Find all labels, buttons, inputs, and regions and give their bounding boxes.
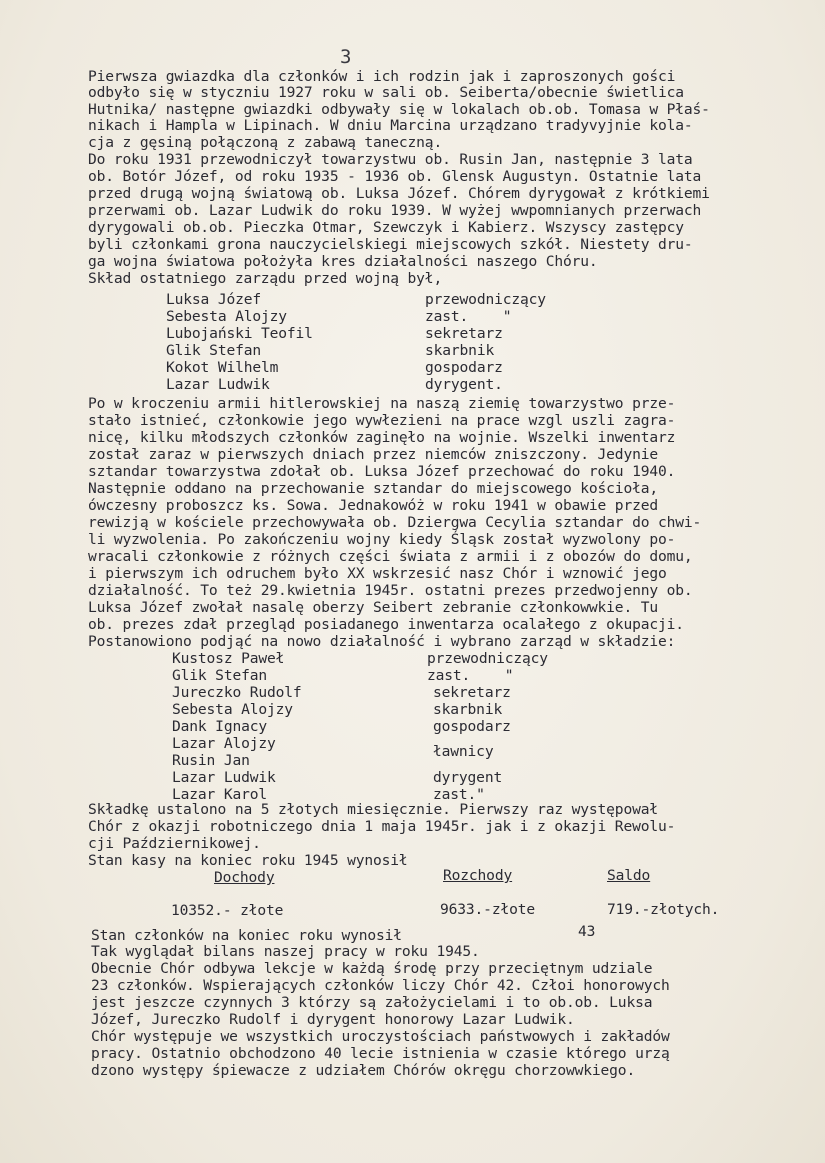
text-line: nikach i Hampla w Lipinach. W dniu Marcina urządzano tradyvyjnie kola- [88,117,693,134]
income-value: 10352.- złote [171,902,284,919]
text-line: Skład ostatniego zarządu przed wojną był, [88,270,443,287]
text-line: Składkę ustalono na 5 złotych miesięcznie. Pierwszy raz występował [88,801,658,818]
board-member-name: Lazar Ludwik [166,376,270,393]
board-member-role: gospodarz [425,359,503,376]
balance-value: 719.-złotych. [607,901,720,918]
text-line: dyrygowali ob.ob. Pieczka Otmar, Szewczyk i Kabierz. Wszyscy zastępcy [88,219,684,236]
board-member-role: zast." [433,786,485,803]
board-member-name: Luksa Józef [166,291,261,308]
text-line: ówczesny proboszcz ks. Sowa. Jednakowóż w roku 1941 w obawie przed [88,497,658,514]
board-member-role: gospodarz [433,718,511,735]
text-line: Obecnie Chór odbywa lekcje w każdą środę przy przeciętnym udziale [91,960,653,977]
text-line: Do roku 1931 przewodniczył towarzystwu ob. Rusin Jan, następnie 3 lata [88,151,693,168]
text-line: przerwami ob. Lazar Ludwik do roku 1939. W wyżej wwpomnianych przerwach [88,202,702,219]
members-label: Stan członków na koniec roku wynosił [91,927,402,944]
board-member-name: Jureczko Rudolf [172,684,302,701]
board-member-role: zast. " [427,667,514,684]
page-number: 3 [340,46,352,68]
text-line: cja z gęsiną połączoną z zabawą taneczną. [88,134,443,151]
members-count: 43 [578,923,596,940]
balance-header: Saldo [607,867,651,884]
text-line: dzono występy śpiewacze z udziałem Chórów okręgu chorzowwkiego. [91,1062,636,1079]
board-member-role: ławnicy [433,743,494,760]
text-line: Pierwsza gwiazdka dla członków i ich rodzin jak i zaproszonych gości [88,68,676,85]
board-member-name: Sebesta Alojzy [172,701,293,718]
text-line: Postanowiono podjąć na nowo działalność i wybrano zarząd w składzie: [88,633,676,650]
text-line: Luksa Józef zwołał nasalę oberzy Seibert zebranie członkowwkie. Tu [88,599,658,616]
board-member-role: sekretarz [425,325,503,342]
text-line: Józef, Jureczko Rudolf i dyrygent honorowy Lazar Ludwik. [91,1011,575,1028]
text-line: ob. prezes zdał przegląd posiadanego inwentarza ocalałego z okupacji. [88,616,684,633]
board-member-name: Lubojański Teofil [166,325,313,342]
expense-value: 9633.-złote [440,901,535,918]
text-line: Po w kroczeniu armii hitlerowskiej na naszą ziemię towarzystwo prze- [88,395,676,412]
text-line: 23 członków. Wspierających członków liczy Chór 42. Człoi honorowych [91,977,670,994]
board-member-role: skarbnik [433,701,503,718]
text-line: sztandar towarzystwa zdołał ob. Luksa Józef przechować do roku 1940. [88,463,676,480]
board-member-name: Lazar Ludwik [172,769,276,786]
text-line: ga wojna światowa położyła kres działalności naszego Chóru. [88,253,598,270]
board-member-name: Sebesta Alojzy [166,308,287,325]
text-line: rewizją w kościele przechowywała ob. Dziergwa Cecylia sztandar do chwi- [88,514,702,531]
text-line: został zaraz w pierwszych dniach przez niemców zniszczony. Jedynie [88,446,658,463]
expense-header: Rozchody [443,867,513,884]
board-member-role: skarbnik [425,342,495,359]
text-line: pracy. Ostatnio obchodzono 40 lecie istnienia w czasie którego urzą [91,1045,670,1062]
board-member-name: Dank Ignacy [172,718,267,735]
text-line: Następnie oddano na przechowanie sztandar do miejscowego kościoła, [88,480,658,497]
text-line: wracali członkowie z różnych części świata z armii i z obozów do domu, [88,548,693,565]
text-line: jest jeszcze czynnych 3 którzy są założycielami i to ob.ob. Luksa [91,994,653,1011]
board-member-role: przewodniczący [427,650,548,667]
text-line: li wyzwolenia. Po zakończeniu wojny kiedy Śląsk został wyzwolony po- [88,531,676,548]
board-member-name: Lazar Karol [172,786,267,803]
board-member-role: zast. " [425,308,512,325]
board-member-name: Glik Stefan [166,342,261,359]
text-line: ob. Botór Józef, od roku 1935 - 1936 ob. Glensk Augustyn. Ostatnie lata [88,168,702,185]
board-member-name: Rusin Jan [172,752,250,769]
income-header: Dochody [214,869,275,886]
text-line: Stan kasy na koniec roku 1945 wynosił [88,852,408,869]
board-member-role: sekretarz [433,684,511,701]
text-line: Chór z okazji robotniczego dnia 1 maja 1945r. jak i z okazji Rewolu- [88,818,676,835]
text-line: stało istnieć, członkowie jego wywłezieni na prace wzgl uszli zagra- [88,412,676,429]
text-line: działalność. To też 29.kwietnia 1945r. ostatni prezes przedwojenny ob. [88,582,693,599]
text-line: i pierwszym ich odruchem było XX wskrzesić nasz Chór i wznowić jego [88,565,667,582]
text-line: Hutnika/ następne gwiazdki odbywały się w lokalach ob.ob. Tomasa w Płaś- [88,101,710,118]
board-member-name: Lazar Alojzy [172,735,276,752]
board-member-name: Kustosz Paweł [172,650,285,667]
board-member-name: Glik Stefan [172,667,267,684]
text-line: byli członkami grona nauczycielskiegi miejscowych szkół. Niestety dru- [88,236,693,253]
text-line: cji Październikowej. [88,835,261,852]
board-member-role: dyrygent. [425,376,503,393]
board-member-role: przewodniczący [425,291,546,308]
text-line: odbyło się w styczniu 1927 roku w sali ob. Seiberta/obecnie świetlica [88,84,684,101]
board-member-role: dyrygent [433,769,503,786]
text-line: przed drugą wojną światową ob. Luksa Józef. Chórem dyrygował z krótkiemi [88,185,710,202]
text-line: Chór występuje we wszystkich uroczystościach państwowych i zakładów [91,1028,670,1045]
text-line: Tak wyglądał bilans naszej pracy w roku 1945. [91,943,480,960]
board-member-name: Kokot Wilhelm [166,359,279,376]
text-line: nicę, kilku młodszych członków zaginęło na wojnie. Wszelki inwentarz [88,429,676,446]
